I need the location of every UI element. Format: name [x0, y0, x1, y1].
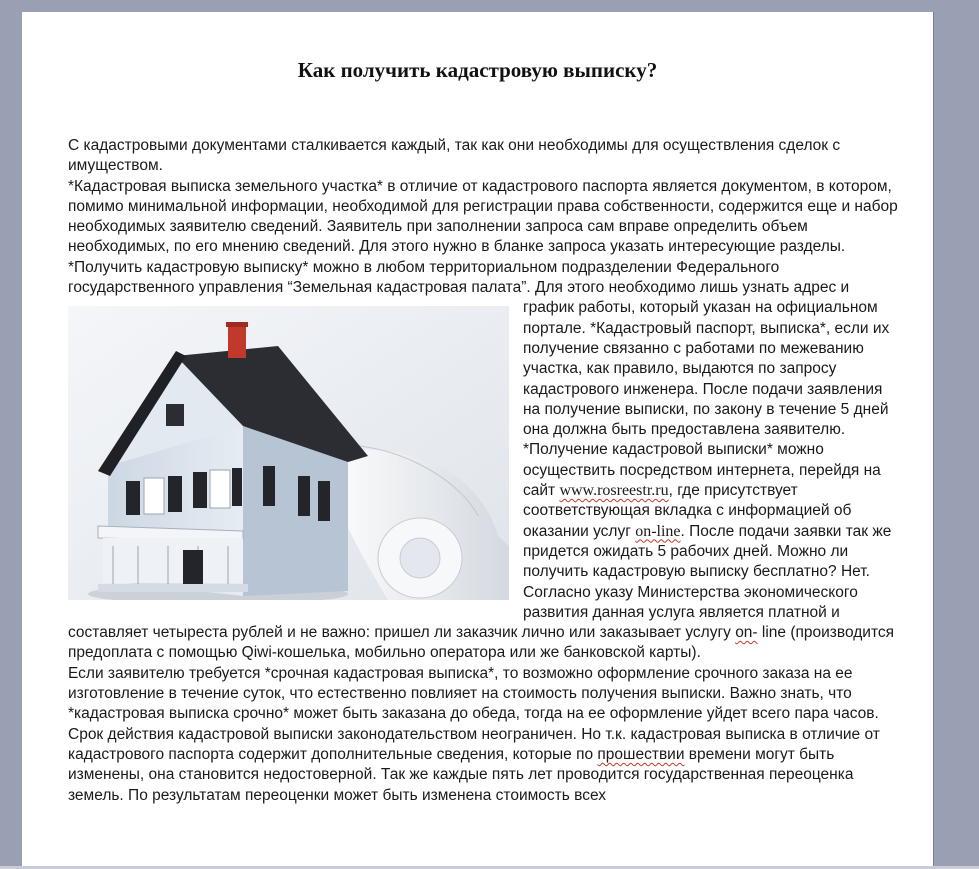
online-term-split: on-	[735, 624, 758, 642]
document-page	[22, 12, 933, 869]
rosreestr-link[interactable]: www.rosreestr.ru	[559, 482, 669, 500]
paragraph-validity-end: времени могут быть изменены, она становится недостоверной. Так же каждые пять лет проводится государственная переоценка земель. По результатам переоценки может быть изменена стоимость всех	[68, 745, 854, 804]
paragraph-how-to-get-end: (производится предоплата с помощью Qiwi-кошелька, мобильно оператора или же банковской карты).	[68, 624, 895, 662]
page-title: Как получить кадастровую выписку?	[297, 58, 658, 82]
paragraph-how-to-get-mid: , где присутствует соответствующая вкладка с информацией об оказании услуг	[523, 482, 852, 540]
paragraph-urgent: Если заявителю требуется *срочная кадастровая выписка*, то возможно оформление срочного заказа на ее изготовление в течение суток, что естественно повлияет на стоимость получения выписки. Важно знать, что *кадастровая выписка срочно* может быть заказана до обеда, тогда на ее оформление уйдет всего пара часов.	[68, 664, 879, 723]
paragraph-intro: С кадастровыми документами сталкивается каждый, так как они необходимы для осуществления сделок с имуществом.	[68, 137, 841, 175]
paragraph-validity	[68, 725, 898, 806]
paragraph-how-to-get-start	[68, 259, 889, 499]
online-term-rest: line	[757, 624, 787, 642]
house-illustration	[68, 306, 509, 600]
online-term: on-line	[635, 522, 681, 540]
paragraph-how-to-get	[68, 258, 898, 664]
paragraph-how-to-get-mid2: . После подачи заявки так же придется ожидать 5 рабочих дней. Можно ли получить кадастровую выписку бесплатно? Нет. Согласно указу Министерства экономического развития данная услуга является платной и составляет четыреста рублей и не важно: пришел ли заказчик лично или заказывает услугу	[68, 522, 892, 642]
misspelled-word: прошествии	[597, 745, 685, 763]
house-image	[68, 306, 509, 600]
paragraph-cadastral-extract: *Кадастровая выписка земельного участка* в отличие от кадастрового паспорта является документом, в котором, помимо минимальной информации, необходимой для регистрации права собственности, содержится еще и набор необходимых заявителю сведений. Заявитель при заполнении запроса сам вправе определить объем необходимых, по его мнению сведений. Для этого нужно в бланке запроса указать интересующие разделы.	[68, 177, 898, 256]
article-body	[68, 136, 898, 806]
paragraph-how-to-get-lead: *Получить кадастровую выписку* можно в любом территориальном подразделении Федерального государственного управления “Земельная кадастровая палата”. Для этого необходимо лишь узнать	[68, 258, 794, 297]
paragraph-how-to-get-wrapped: адрес и график работы, который указан на официальном портале. *Кадастровый паспорт, выписка*, если их получение связанно с работами по межеванию участка, как правило, выдаются по запросу кадастрового инженера. После подачи заявления на получение выписки, по закону в течение 5 дней она должна быть предоставлена заявителю. *Получение кадастровой выписки* можно осуществить посредством интернета, перейдя на сайт	[523, 279, 890, 500]
paragraph-validity-start: Срок действия кадастровой выписки законодательством неограничен. Но т.к. кадастровая выписка в отличие от кадастрового паспорта содержит дополнительные сведения, которые по	[68, 725, 880, 763]
